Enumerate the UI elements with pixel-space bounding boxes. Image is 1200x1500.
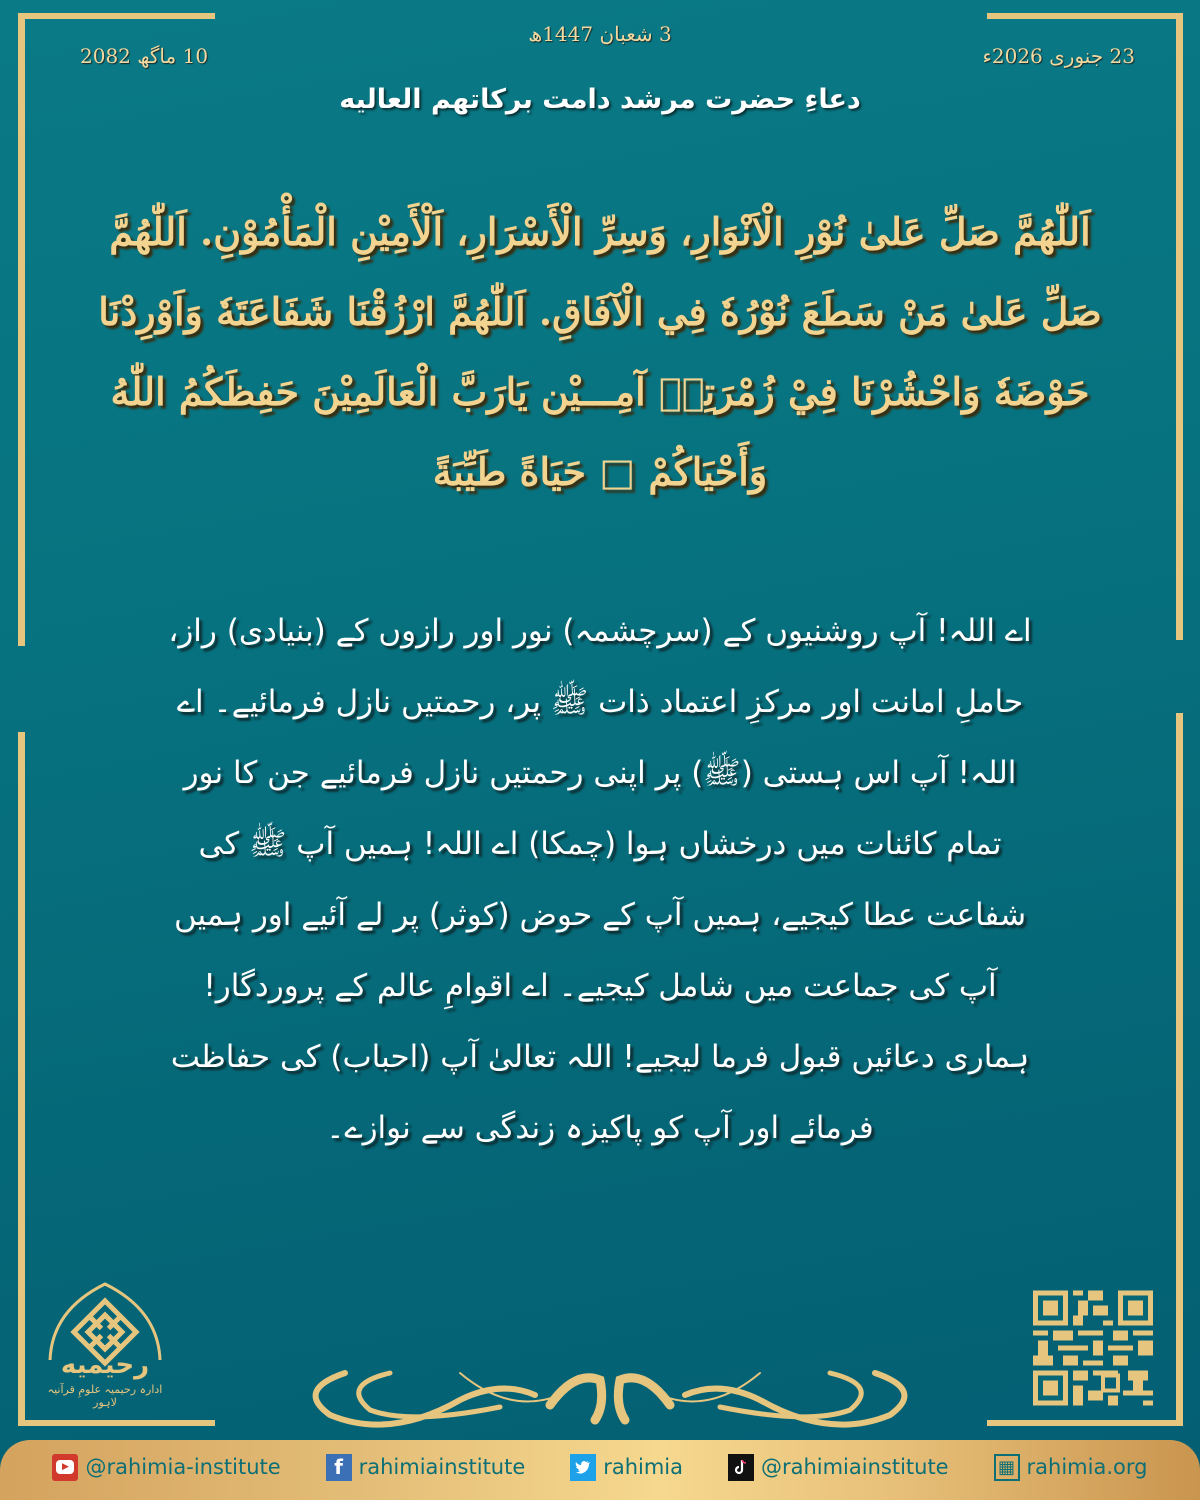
hijri-date: 3 شعبان 1447ھ [528,22,672,46]
qr-code[interactable] [1033,1290,1153,1406]
facebook-icon: f [326,1454,352,1481]
frame-top-right-horizontal [987,13,1183,19]
frame-top-left-horizontal [18,13,215,19]
website-icon: ▦ [994,1454,1020,1481]
website-url: rahimia.org [1026,1455,1148,1479]
youtube-handle: @rahimia-institute [85,1455,281,1479]
tiktok-icon [728,1454,754,1481]
frame-bottom-right-horizontal [987,1420,1183,1426]
social-link-facebook[interactable] [326,1454,526,1481]
twitter-icon [570,1454,596,1481]
youtube-icon: ▶ [52,1454,78,1481]
social-link-website[interactable] [994,1454,1148,1481]
frame-left-lower [18,732,25,1426]
frame-right-lower [1176,713,1183,1426]
social-links-footer [0,1440,1200,1500]
dua-urdu-translation: اے اللہ! آپ روشنیوں کے (سرچشمہ) نور اور رازوں کے (بنیادی) راز، حاملِ امانت اور مرکزِ اعتماد ذات ﷺ پر، رحمتیں نازل فرمائیے۔ اے اللہ! آپ اس ہستی (ﷺ) پر اپنی رحمتیں نازل فرمائیے جن کا نور تمام کائنات میں درخشاں ہوا (چمکا) اے اللہ! ہمیں آپ ﷺ کی شفاعت عطا کیجیے، ہمیں آپ کے حوض (کوثر) پر لے آئیے اور ہمیں آپ کی جماعت میں شامل کیجیے۔ اے اقوامِ عالم کے پروردگار! ہماری دعائیں قبول فرما لیجیے! اللہ تعالیٰ آپ (احباب) کی حفاظت فرمائے اور آپ کو پاکیزہ زندگی سے نوازے۔ [168,613,1032,1146]
logo-name: رحیمیه [60,1350,150,1380]
twitter-handle: rahimia [603,1455,684,1479]
decorative-flourish-icon [300,1365,920,1435]
facebook-handle: rahimiainstitute [358,1455,526,1479]
dua-arabic-text: اَللّٰهُمَّ صَلِّ عَلىٰ نُوْرِ الْاَنْوَارِ، وَسِرِّ الْأَسْرَارِ، اَلْأَمِيْنِ الْمَأْمُوْنِ. اَللّٰهُمَّ صَلِّ عَلىٰ مَنْ سَطَعَ نُوْرُهٗ فِي الْآفَاقِ. اَللّٰهُمَّ ارْزُقْنَا شَفَاعَتَهٗ وَاَوْرِدْنَا حَوْضَهٗ وَاحْشُرْنَا فِيْ زُمْرَتِهٖ آمِـــيْن يَارَبَّ الْعَالَمِيْنَ حَفِظَكُمُ اللّٰهُ وَأَحْيَاكُمْ □ حَيَاةً طَيِّبَةً [98,209,1102,494]
social-link-twitter[interactable] [570,1454,683,1481]
social-link-youtube[interactable] [52,1454,280,1481]
tiktok-handle: @rahimiainstitute [760,1455,949,1479]
gregorian-date: 23 جنوری 2026ء [982,44,1135,68]
social-link-tiktok[interactable] [728,1454,949,1481]
logo-caption: ادارہ رحیمیہ علومِ قرآنیہ لاہور [47,1383,163,1409]
page-title: دعاءِ حضرت مرشد دامت برکاتهم العالیه [339,84,861,115]
frame-bottom-left-horizontal [18,1420,215,1426]
bikrami-date: 10 ماگھ 2082 [80,44,209,68]
